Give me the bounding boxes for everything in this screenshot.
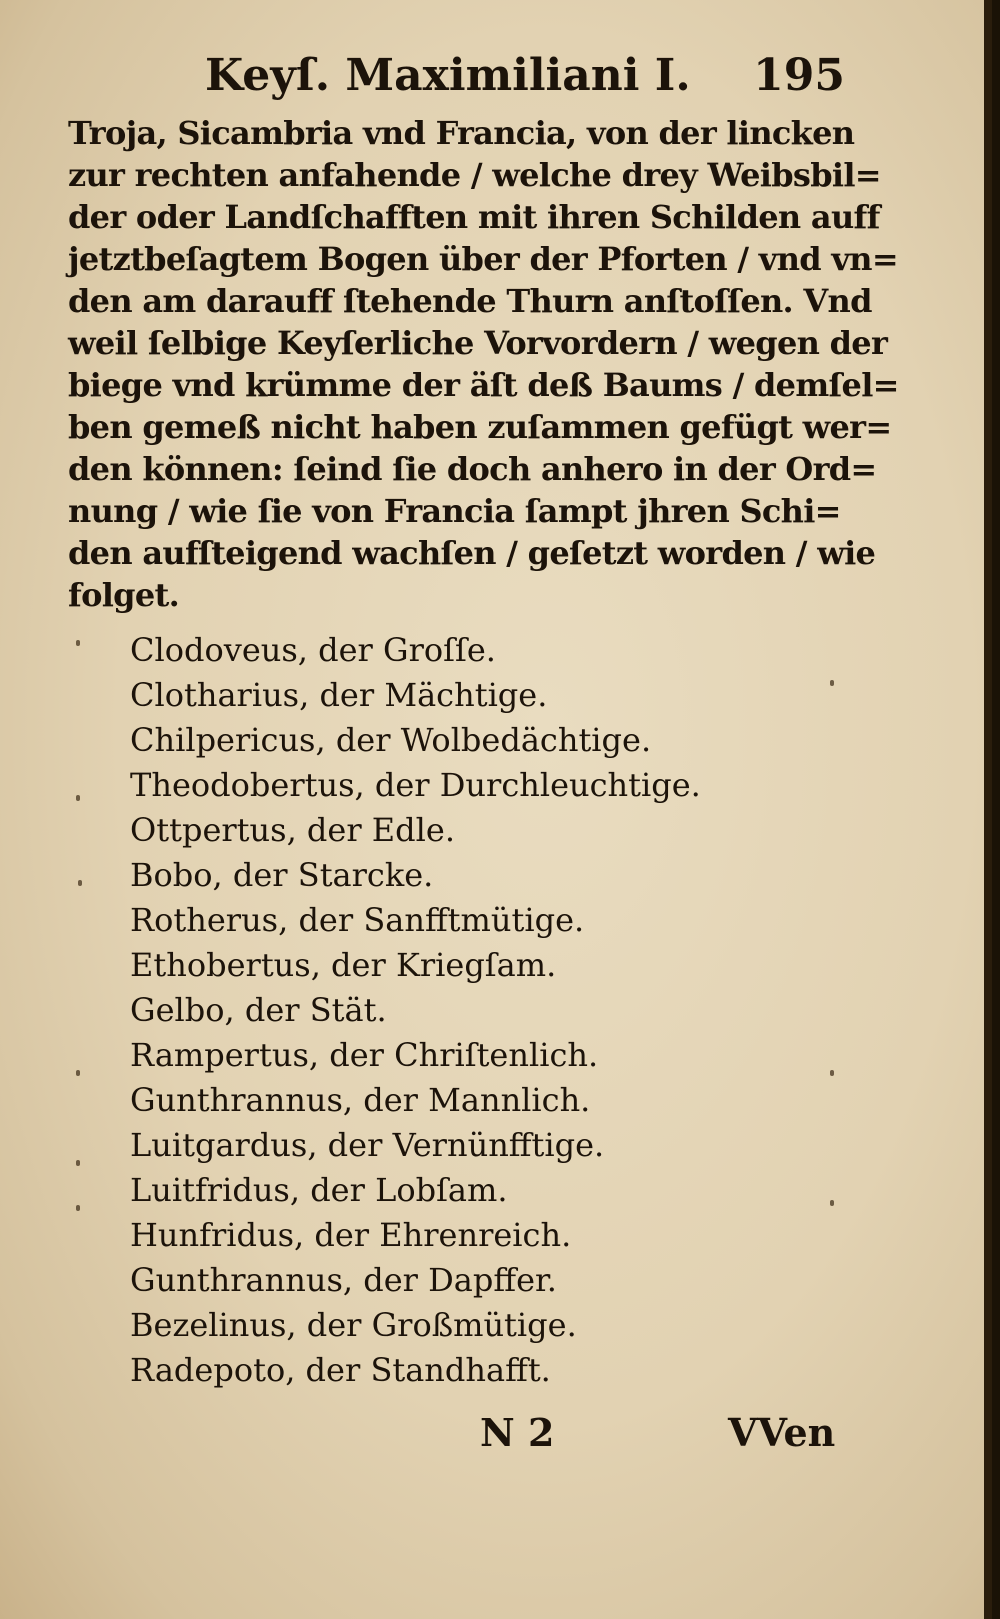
text-line: ben gemeß nicht haben zuſammen gefügt wer= — [68, 408, 892, 446]
body-paragraph — [68, 112, 899, 616]
page-number: 195 — [753, 50, 845, 101]
list-item: Gunthrannus, der Dapffer. — [130, 1261, 557, 1299]
list-item: Luitgardus, der Vernünfftige. — [130, 1126, 605, 1164]
page-edge — [984, 0, 992, 1619]
ink-speck — [76, 795, 80, 801]
signature-mark: N 2 — [480, 1410, 555, 1455]
ink-speck — [78, 880, 82, 886]
text-line: den am darauff ſtehende Thurn anſtoſſen. Vnd — [68, 282, 872, 320]
list-item: Bezelinus, der Großmütige. — [130, 1306, 577, 1344]
text-line: weil ſelbige Keyſerliche Vorvordern / wegen der — [68, 324, 888, 362]
list-item: Bobo, der Starcke. — [130, 856, 434, 894]
text-line: Troja, Sicambria vnd Francia, von der lincken — [68, 114, 855, 152]
text-line: nung / wie ſie von Francia ſampt jhren Schi= — [68, 492, 841, 530]
ink-speck — [76, 640, 80, 646]
list-item: Gunthrannus, der Mannlich. — [130, 1081, 591, 1119]
ancestor-list — [130, 628, 750, 1393]
list-item: Luitfridus, der Lobſam. — [130, 1171, 508, 1209]
ink-speck — [830, 680, 834, 686]
ink-speck — [76, 1160, 80, 1166]
running-head: Keyſ. Maximiliani I. — [205, 50, 691, 101]
list-item: Hunfridus, der Ehrenreich. — [130, 1216, 572, 1254]
page-footer — [0, 1410, 992, 1470]
ink-speck — [76, 1205, 80, 1211]
text-line: folget. — [68, 576, 180, 614]
list-item: Radepoto, der Standhafft. — [130, 1351, 551, 1389]
list-item: Theodobertus, der Durchleuchtige. — [130, 766, 701, 804]
catchword: VVen — [728, 1410, 836, 1455]
list-item: Clodoveus, der Groſſe. — [130, 631, 496, 669]
list-item: Ethobertus, der Kriegſam. — [130, 946, 557, 984]
text-line: den können: ſeind ſie doch anhero in der Ord= — [68, 450, 877, 488]
list-item: Clotharius, der Mächtige. — [130, 676, 548, 714]
ink-speck — [76, 1070, 80, 1076]
list-item: Ottpertus, der Edle. — [130, 811, 455, 849]
list-item: Chilpericus, der Wolbedächtige. — [130, 721, 652, 759]
text-line: den aufſteigend wachſen / geſetzt worden / wie — [68, 534, 876, 572]
list-item: Gelbo, der Stät. — [130, 991, 387, 1029]
ink-speck — [830, 1200, 834, 1206]
text-line: jetztbeſagtem Bogen über der Pforten / vnd vn= — [68, 240, 898, 278]
text-line: biege vnd krümme der äſt deß Baums / demſel= — [68, 366, 899, 404]
page-header — [205, 50, 845, 110]
list-item: Rampertus, der Chriſtenlich. — [130, 1036, 599, 1074]
text-line: zur rechten anfahende / welche drey Weibsbil= — [68, 156, 881, 194]
list-item: Rotherus, der Sanfftmütige. — [130, 901, 585, 939]
ink-speck — [830, 1070, 834, 1076]
text-line: der oder Landſchafften mit ihren Schilden auff — [68, 198, 880, 236]
